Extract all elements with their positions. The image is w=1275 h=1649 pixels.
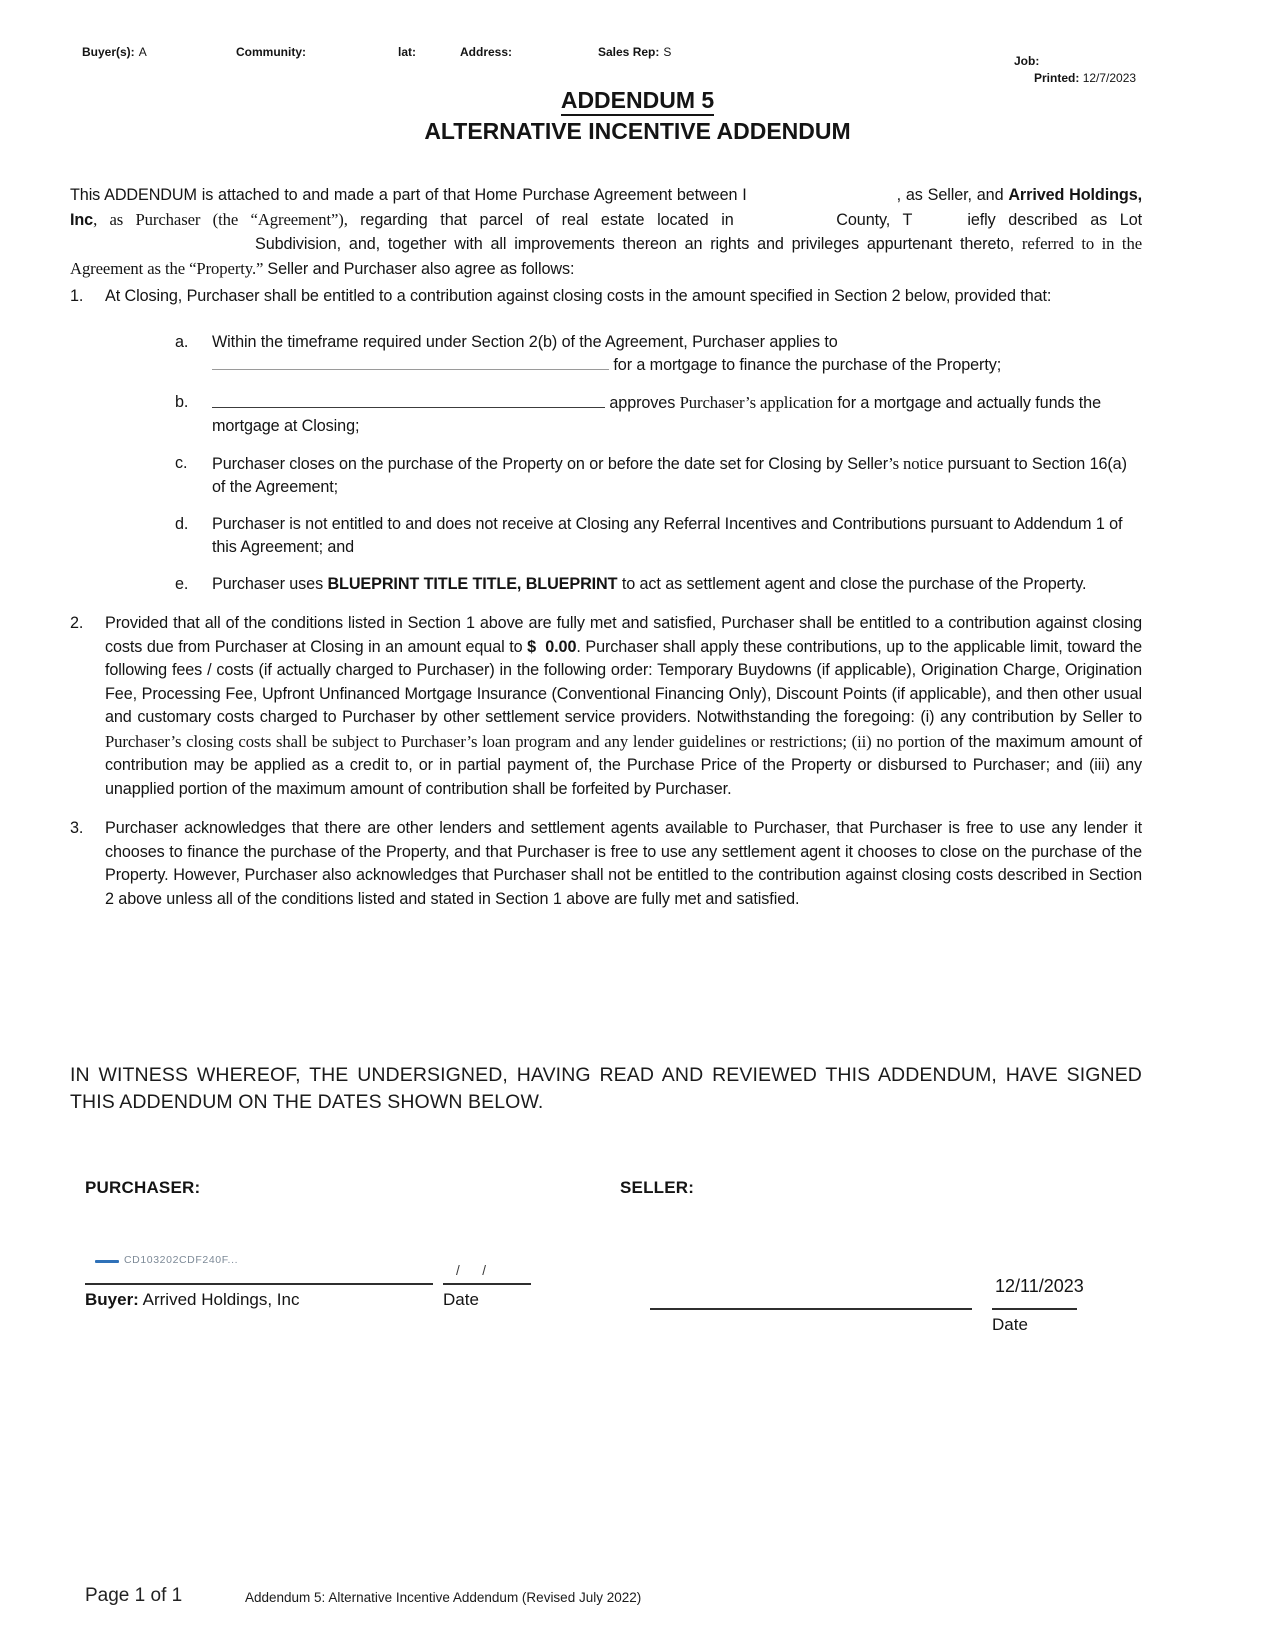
sales-rep-value: S (663, 45, 672, 59)
intro-seg-0: This ADDENDUM is attached to and made a part of that Home Purchase Agreement between I (70, 186, 747, 205)
section-1 (70, 285, 1142, 596)
contribution-amount: $ 0.00 (527, 637, 577, 656)
header-field-plat (398, 45, 416, 59)
section-2-number: 2. (70, 614, 84, 632)
buyer-date-line (443, 1283, 531, 1285)
purchaser-label: PURCHASER: (85, 1178, 201, 1197)
seller-label: SELLER: (620, 1178, 695, 1197)
subsection-e-seg1: Purchaser uses (212, 574, 328, 593)
lender-name-blank-b (212, 393, 605, 408)
subsection-a-letter: a. (175, 332, 189, 351)
settlement-agent-name: BLUEPRINT TITLE TITLE, BLUEPRINT (327, 574, 618, 593)
section-3-number: 3. (70, 819, 84, 837)
subsection-d-letter: d. (175, 514, 189, 533)
section-1-body (105, 285, 1142, 596)
header-field-buyers (82, 45, 147, 59)
subsection-c (105, 452, 1142, 500)
witness-statement: IN WITNESS WHEREOF, THE UNDERSIGNED, HAVING READ AND REVIEWED THIS ADDENDUM, HAVE SIGNED THIS ADDENDUM ON THE DATES SHOWN BELOW. (70, 1063, 1142, 1113)
sections (70, 285, 1142, 911)
plat-label: lat: (398, 45, 416, 59)
seller-signature-line (650, 1308, 972, 1310)
intro-seg-1: , as Seller, and (896, 186, 1009, 205)
section-2-text (105, 612, 1142, 801)
intro-seg-9: Seller and Purchaser also agree as follows: (267, 259, 575, 278)
header-field-address (460, 45, 512, 59)
subsection-c-seg1: Purchaser closes on the purchase of the Property on or before the date set for Closing by Seller (212, 454, 889, 473)
subsection-a-pre: Within the timeframe required under Section 2(b) of the Agreement, Purchaser applies to (212, 332, 838, 351)
subsection-e-seg3: to act as settlement agent and close the purchase of the Property. (617, 574, 1087, 593)
subsection-c-seg2: ’s notice (888, 453, 944, 473)
buyer-date-label: Date (443, 1290, 479, 1309)
section-1-number: 1. (70, 287, 84, 305)
section-3-text: Purchaser acknowledges that there are other lenders and settlement agents available to Purchaser, that Purchaser is free to use any lender it chooses to finance the purchase of the Property, and that Purchaser is free to use any settlement agent it chooses to close on the purchase of the Property. However, Purchaser also acknowledges that Purchaser shall not be entitled to the contribution against closing costs described in Section 2 above unless all of the conditions listed and stated in Section 1 above are fully met and satisfied. (105, 819, 1142, 908)
esign-envelope-id: CD103202CDF240F... (124, 1254, 239, 1266)
intro-seg-3: , as Purchaser (the “Agreement”), (93, 209, 361, 229)
intro-seg-6: iefly described as Lot (967, 210, 1142, 229)
subsection-c-text (212, 452, 1142, 500)
header-field-job (1014, 54, 1039, 68)
printed-value: 12/7/2023 (1082, 71, 1137, 85)
seller-date-value: 12/11/2023 (995, 1276, 1084, 1296)
buyers-value: A (138, 45, 147, 59)
subsection-b-text (212, 391, 1142, 439)
intro-paragraph (70, 184, 1142, 281)
esign-mark-icon (95, 1260, 119, 1263)
subsection-d-text: Purchaser is not entitled to and does not receive at Closing any Referral Incentives and Contributions pursuant to Addendum 1 of this Agreement; and (212, 514, 1123, 556)
section-2-seg4: Purchaser’s closing costs shall be subject to Purchaser’s loan program and any lender guidelines or restrictions; (ii) no portion (105, 731, 950, 751)
section-2-seg3: . Purchaser shall apply these contributions, up to the applicable limit, toward the following fees / costs (if actually charged to Purchaser) in the following order: Temporary Buydowns (if applicable), Origination Charge, Origination Fee, Processing Fee, Upfront Unfinanced Mortgage Insurance (Conventional Financing Only), Discount Points (if applicable), and then other usual and customary costs charged to Purchaser by other settlement service providers. Notwithstanding the foregoing: (i) any contribution by Seller to (105, 637, 1142, 726)
seller-date-label: Date (992, 1315, 1028, 1334)
redaction-gap-county (746, 223, 836, 225)
header-field-sales-rep (598, 45, 671, 59)
buyer-date-slashes: / / (456, 1263, 487, 1278)
section-2 (70, 612, 1142, 801)
address-label: Address: (460, 45, 513, 59)
buyer-label: Buyer: (85, 1290, 139, 1309)
buyer-name: Arrived Holdings, Inc (138, 1290, 300, 1309)
redaction-gap-seller-name (747, 198, 897, 200)
section-2-seg5: of the maximum amount of contribution may be applied as a credit to, or in partial payment of, the Purchase Price of the Property or disbursed to Purchaser; and (iii) any unapplied portion of the maximum amount of contribution shall be forfeited by Purchaser. (105, 732, 1142, 798)
redaction-gap-state (912, 223, 967, 225)
subsection-e-letter: e. (175, 574, 189, 593)
header-field-community (236, 45, 306, 59)
title-line1: ADDENDUM 5 (561, 87, 714, 116)
community-label: Community: (236, 45, 306, 59)
subsection-e-text (212, 573, 1142, 597)
header-field-printed (1034, 71, 1136, 85)
intro-seg-4: regarding that parcel of real estate located in (360, 210, 747, 229)
footer-page-number: Page 1 of 1 (85, 1585, 183, 1606)
sales-rep-label: Sales Rep: (598, 45, 660, 59)
subsection-a-post: for a mortgage to finance the purchase of the Property; (609, 356, 1002, 374)
subsection-b-seg1: approves (605, 393, 680, 412)
purchaser-name: Arrived Holdings, Inc (70, 186, 1142, 229)
intro-seg-7: Subdivision, and, together with all improvements thereon an rights and privileges appurtenant thereto, (255, 235, 1022, 254)
job-label: Job: (1014, 54, 1040, 68)
signature-block (0, 1178, 1275, 1398)
subsection-a (105, 331, 1142, 378)
subsection-c-seg3: pursuant to Section 16(a) of the Agreement; (212, 454, 1127, 496)
subsection-b-letter: b. (175, 392, 189, 411)
document-title (0, 86, 1275, 145)
redaction-gap-lot (70, 247, 255, 249)
intro-seg-5: County, T (836, 210, 913, 229)
section-3 (70, 817, 1142, 911)
section-2-seg1: Provided that all of the conditions listed in Section 1 above are fully met and satisfied, Purchaser shall be entitled to a contribution against closing costs due from Purchaser at Closing in an amount equal to (105, 614, 1142, 656)
subsection-b-seg2: Purchaser’s application (679, 392, 834, 412)
subsection-e (105, 573, 1142, 597)
subsection-b-seg3: for a mortgage and actually funds the mortgage at Closing; (212, 393, 1101, 435)
buyer-signature-line (85, 1283, 433, 1285)
header-row (0, 40, 1275, 90)
title-line2: ALTERNATIVE INCENTIVE ADDENDUM (424, 118, 851, 144)
subsection-c-letter: c. (175, 453, 188, 472)
printed-label: Printed: (1034, 71, 1080, 85)
subsection-d (105, 513, 1142, 560)
seller-date-line (992, 1308, 1077, 1310)
footer-doc-title: Addendum 5: Alternative Incentive Addendum (Revised July 2022) (245, 1590, 642, 1605)
subsection-a-text (212, 331, 1142, 378)
subsection-b (105, 391, 1142, 439)
buyer-name-line (85, 1290, 300, 1310)
intro-seg-8: referred to in the Agreement as the “Property.” (70, 234, 1142, 278)
buyers-label: Buyer(s): (82, 45, 135, 59)
title-line1-wrap (0, 86, 1275, 114)
lender-name-blank-a (212, 355, 609, 370)
section-1-subsections (105, 331, 1142, 597)
section-1-text: At Closing, Purchaser shall be entitled to a contribution against closing costs in the amount specified in Section 2 below, provided that: (105, 287, 1052, 305)
